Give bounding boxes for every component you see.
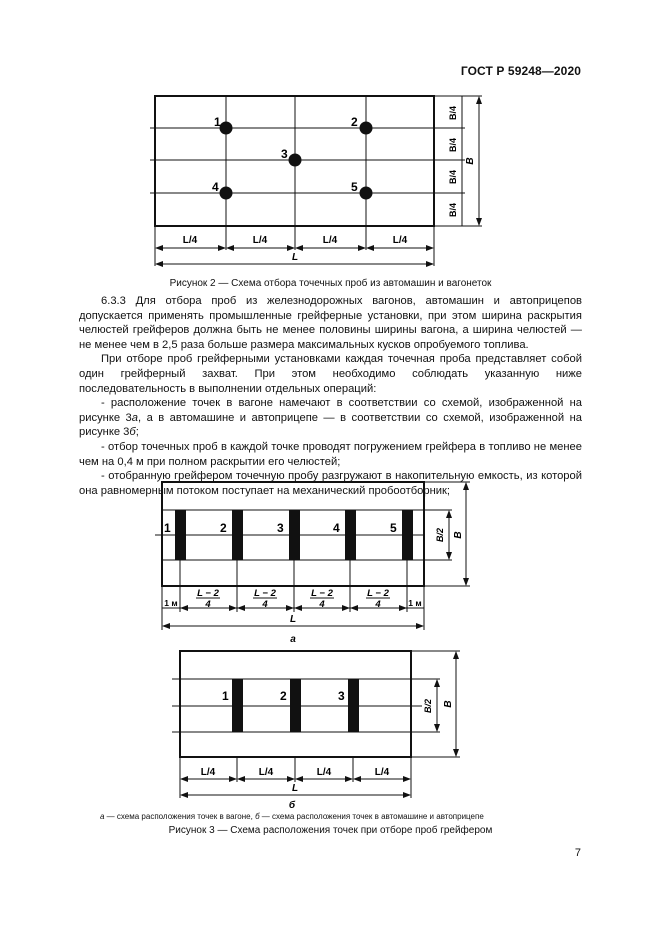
fig3a-dim-b: B [453,531,464,539]
fig2-dim-l4: L/4 [392,235,408,246]
fig3b-dim-b: B [443,700,454,708]
figure-2 [0,88,661,273]
fig3a-point-label: 3 [277,521,284,535]
fig2-point-label: 1 [214,115,221,129]
fig3a-point-3 [289,510,300,560]
fig2-point-4 [220,187,233,200]
fig2-point-label: 2 [351,115,358,129]
fig3b-dim-l4: L/4 [316,767,332,778]
fig3a-dim-b2: B/2 [435,527,445,543]
fig3b-label: б [288,800,296,811]
fig3a-dim-numerator: L − 2 [311,588,333,599]
fig2-dim-b4: B/4 [448,169,458,185]
fig3a-dim-1m: 1 м [164,598,178,608]
fig3b-point-1 [232,679,243,732]
paragraph-grab-sampling: При отборе проб грейферными установками каждая точечная проба представляет собой один грейферный захват. При этом необходимо соблюдать указанную ниже последовательность в выполнении отдельных операций: [79,353,582,395]
fig2-dim-l4: L/4 [322,235,338,246]
fig2-point-1 [220,122,233,135]
fig3b-dim-l4: L/4 [200,767,216,778]
figure-3a [0,478,661,646]
bullet-unloading: - отобранную грейфером точечную пробу разгружают в накопительную емкость, из которой она равномерным потоком поступает на механический пробоотборник; [79,470,582,497]
fig3a-dim-denominator: 4 [205,599,211,610]
standard-header: ГОСТ Р 59248—2020 [460,64,581,78]
fig3b-point-label: 1 [222,689,229,703]
bullet-point-layout: - расположение точек в вагоне намечают в соответствии со схемой, изображенной на рисунке 3а, а в автомашине и автоприцепе — в соответствии со схемой, изображенной на рисунке 3б; [79,397,582,439]
fig3a-label: а [290,634,296,645]
fig3a-point-5 [402,510,413,560]
fig2-point-label: 3 [281,147,288,161]
fig2-dim-l: L [291,252,299,263]
fig2-dim-b4: B/4 [448,105,458,121]
fig2-dim-b: B [465,157,476,165]
fig3a-dim-denominator: 4 [319,599,325,610]
fig3a-point-label: 1 [164,521,171,535]
fig3a-point-label: 2 [220,521,227,535]
fig2-dim-b4: B/4 [448,202,458,218]
fig2-dim-b4: B/4 [448,137,458,153]
fig3b-dim-b2: B/2 [423,698,433,714]
fig3b-dim-l4: L/4 [374,767,390,778]
bullet-sampling-depth: - отбор точечных проб в каждой точке проводят погружением грейфера в топливо не менее чем на 0,4 м при полном раскрытии его челюстей; [79,440,582,468]
fig3b-point-label: 2 [280,689,287,703]
fig3a-dim-l: L [289,614,297,625]
figure-3b [0,646,661,812]
body-text [79,294,582,498]
fig3b-point-label: 3 [338,689,345,703]
fig3b-point-2 [290,679,301,732]
fig3b-dim-l4: L/4 [258,767,274,778]
fig3b-point-3 [348,679,359,732]
figure-3-legend: а — схема расположения точек в вагоне, б — схема расположения точек в автомашине и автоприцепе [100,812,484,821]
fig2-dim-l4: L/4 [182,235,198,246]
paragraph-6-3-3: 6.3.3 Для отбора проб из железнодорожных вагонов, автомашин и автоприцепов допускается применять промышленные грейферные установки, при этом ширина раскрытия челюстей грейферов должна быть не менее половины ширины вагона, а ширина челюстей — не менее чем в 2,5 раза больше размера максимальных кусков опробуемого топлива. [79,295,582,351]
fig3a-dim-numerator: L − 2 [197,588,219,599]
figure-3-caption: Рисунок 3 — Схема расположения точек при отборе проб грейфером [168,825,493,836]
fig2-dim-l4: L/4 [252,235,268,246]
fig3a-point-2 [232,510,243,560]
figure-2-caption: Рисунок 2 — Схема отбора точечных проб из автомашин и вагонеток [169,278,492,289]
fig3a-dim-1m: 1 м [408,598,422,608]
fig3b-dim-l: L [291,783,299,794]
fig3a-dim-numerator: L − 2 [254,588,276,599]
fig3a-point-label: 5 [390,521,397,535]
fig2-point-label: 4 [212,180,219,194]
fig3a-point-1 [175,510,186,560]
fig2-point-3 [289,154,302,167]
fig3a-dim-denominator: 4 [262,599,268,610]
fig2-point-5 [360,187,373,200]
fig2-point-2 [360,122,373,135]
fig3a-dim-denominator: 4 [375,599,381,610]
fig2-point-label: 5 [351,180,358,194]
fig3a-point-label: 4 [333,521,340,535]
page-number: 7 [574,847,581,859]
fig3a-point-4 [345,510,356,560]
fig3a-dim-numerator: L − 2 [367,588,389,599]
